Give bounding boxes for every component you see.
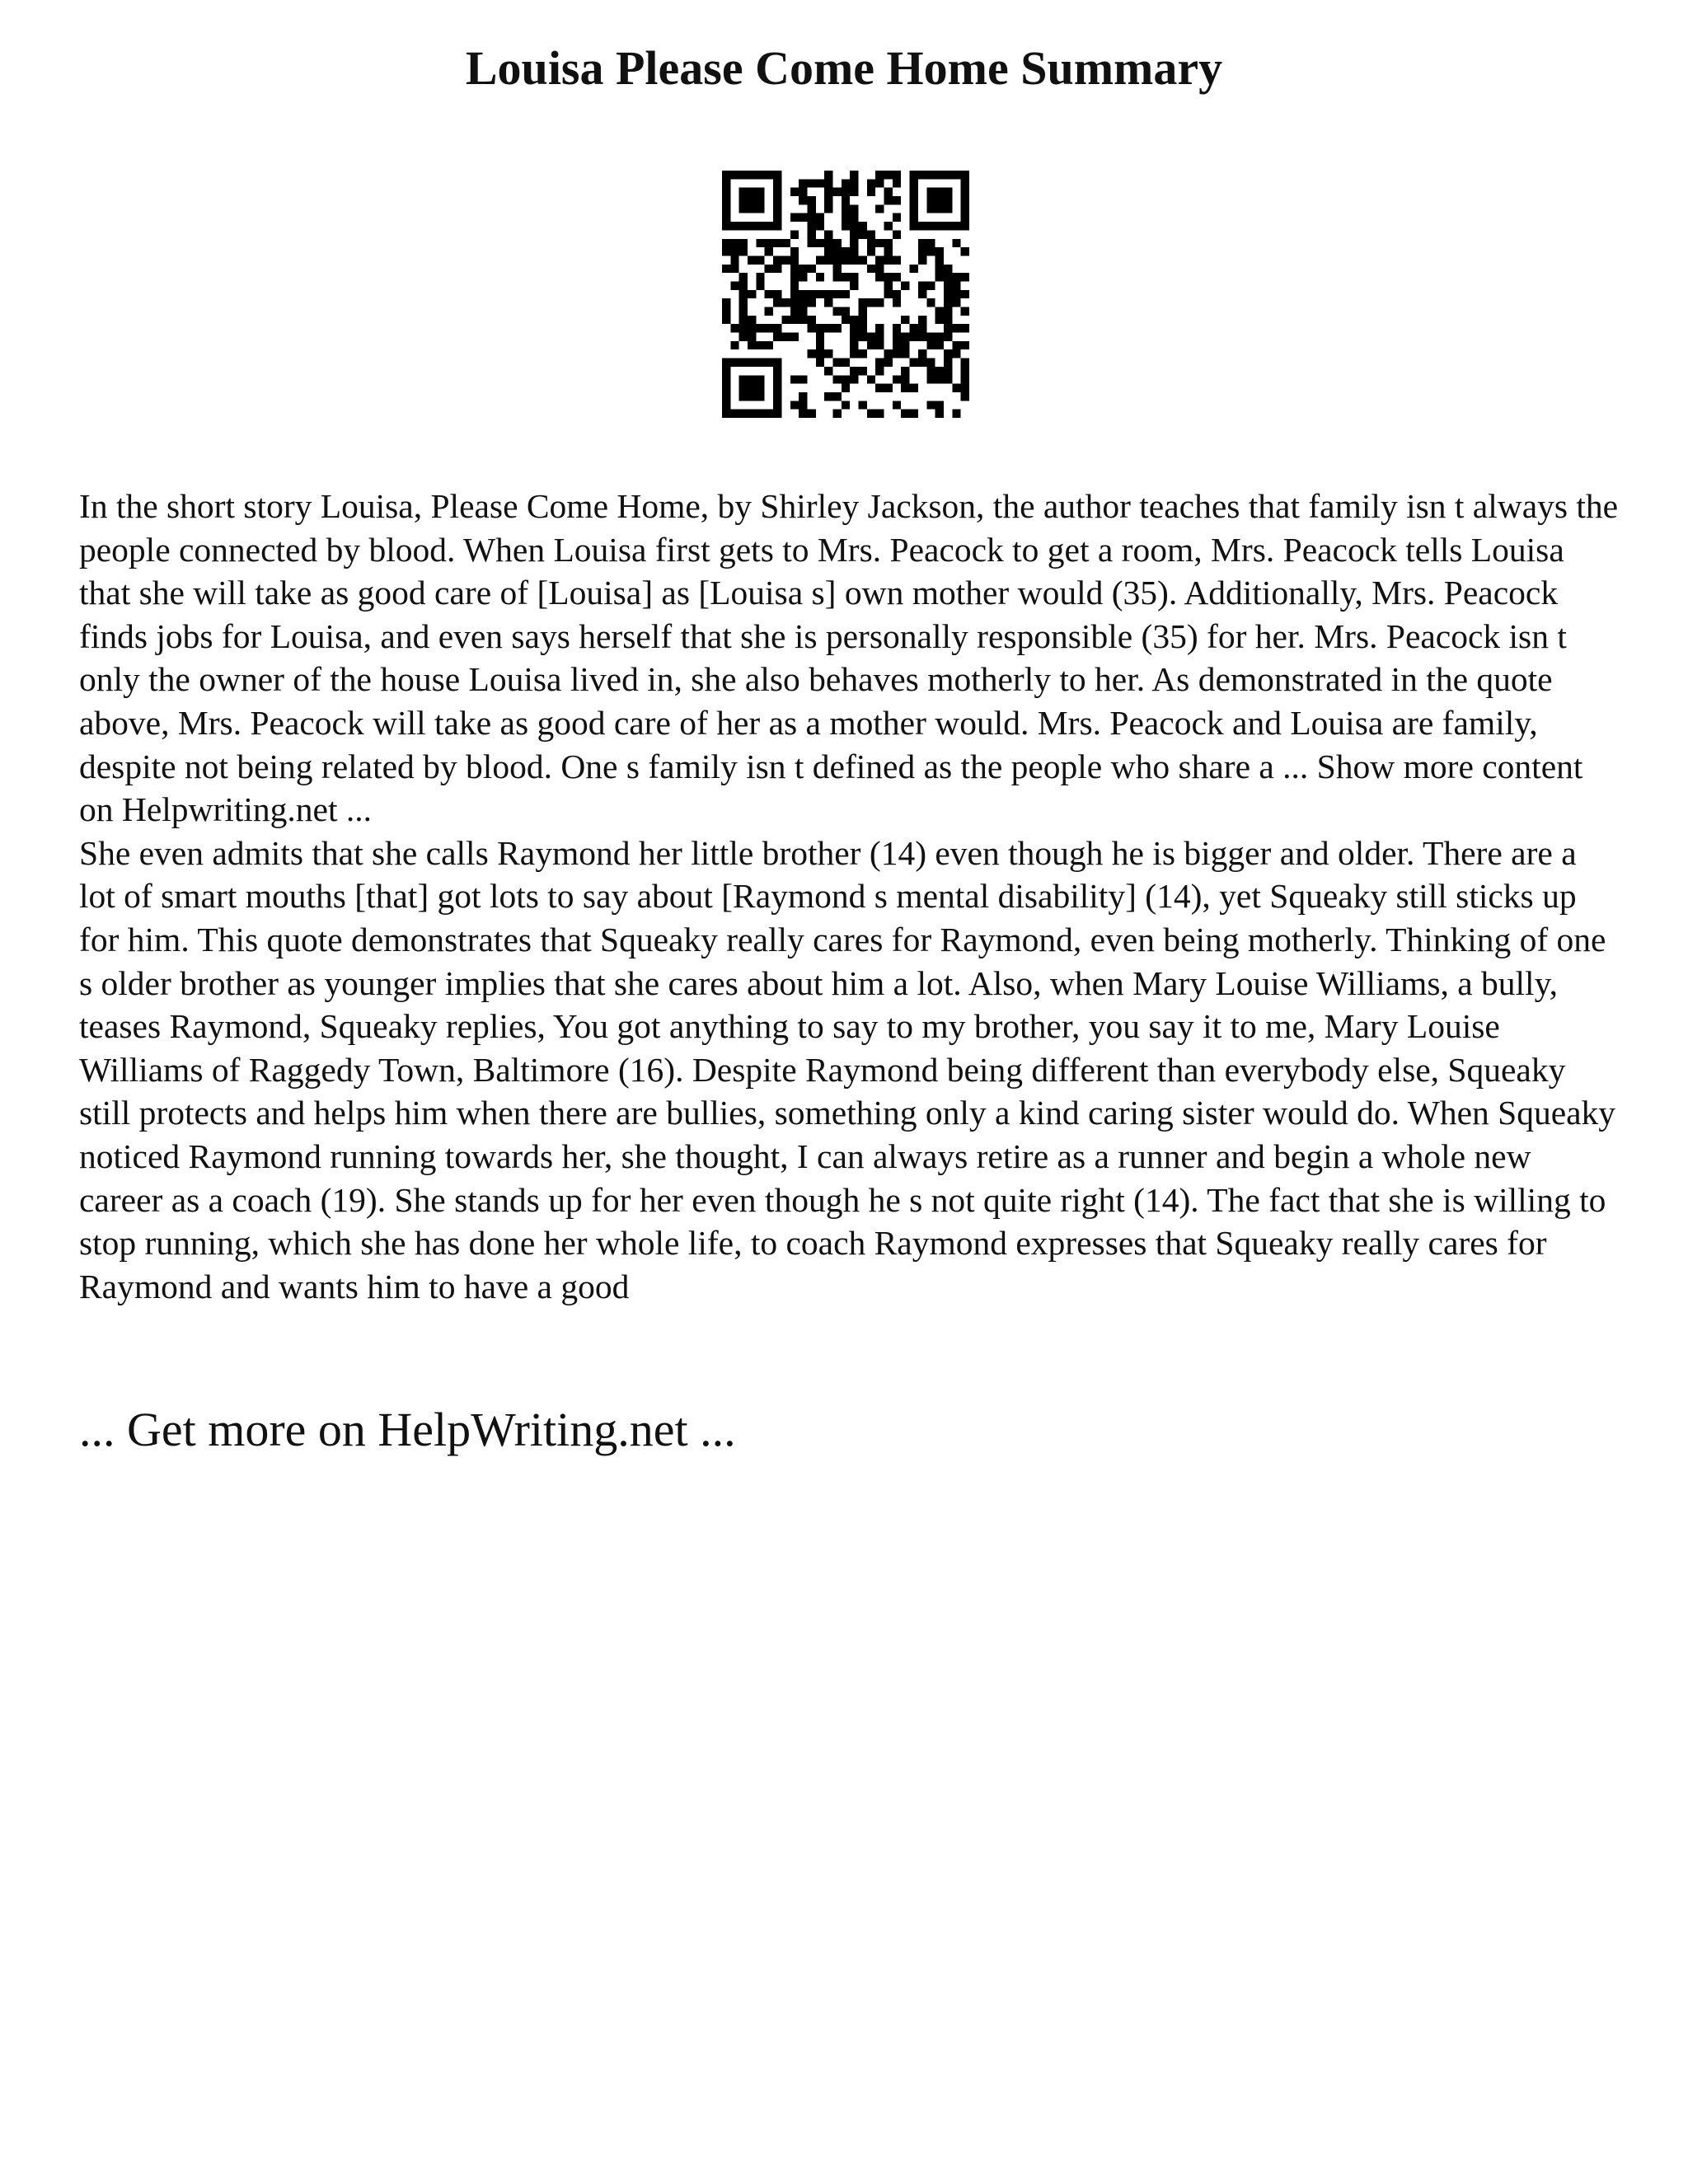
article-paragraph: She even admits that she calls Raymond her little brother (14) even though he is bigger and older. There are a lot of smart mouths [that] got lots to say about [Raymond s mental disability] (14), yet Squeaky still sticks up for him. This quote demonstrates that Squeaky really cares for Raymond, even being motherly. Thinking of one s older brother as younger implies that she cares about him a lot. Also, when Mary Louise Williams, a bully, teases Raymond, Squeaky replies, You got anything to say to my brother, you say it to me, Mary Louise Williams of Raggedy Town, Baltimore (16). Despite Raymond being different than everybody else, Squeaky still protects and helps him when there are bullies, something only a kind caring sister would do. When Squeaky noticed Raymond running towards her, she thought, I can always retire as a runner and begin a whole new career as a coach (19). She stands up for her even though he s not quite right (14). The fact that she is willing to stop running, which she has done her whole life, to coach Raymond expresses that Squeaky really cares for Raymond and wants him to have a good xyxy=(79,833,1616,1305)
get-more-link[interactable]: ... Get more on HelpWriting.net ... xyxy=(79,1403,736,1456)
qr-code-icon xyxy=(722,171,969,418)
article-paragraph: In the short story Louisa, Please Come Home, by Shirley Jackson, the author teaches that family isn t always the people connected by blood. When Louisa first gets to Mrs. Peacock to get a room, Mrs. Peacock tells Louisa that she will take as good care of [Louisa] as [Louisa s] own mother would (35). Additionally, Mrs. Peacock finds jobs for Louisa, and even says herself that she is personally responsible (35) for her. Mrs. Peacock isn t only the owner of the house Louisa lived in, she also behaves motherly to her. As demonstrated in the quote above, Mrs. Peacock will take as good care of her as a mother would. Mrs. Peacock and Louisa are family, despite not being related by blood. One s family isn t defined as the people who share a ... Show more content on Helpwriting.net ... xyxy=(79,487,1619,829)
page-title: Louisa Please Come Home Summary xyxy=(465,41,1223,95)
article-body xyxy=(79,485,1620,1308)
